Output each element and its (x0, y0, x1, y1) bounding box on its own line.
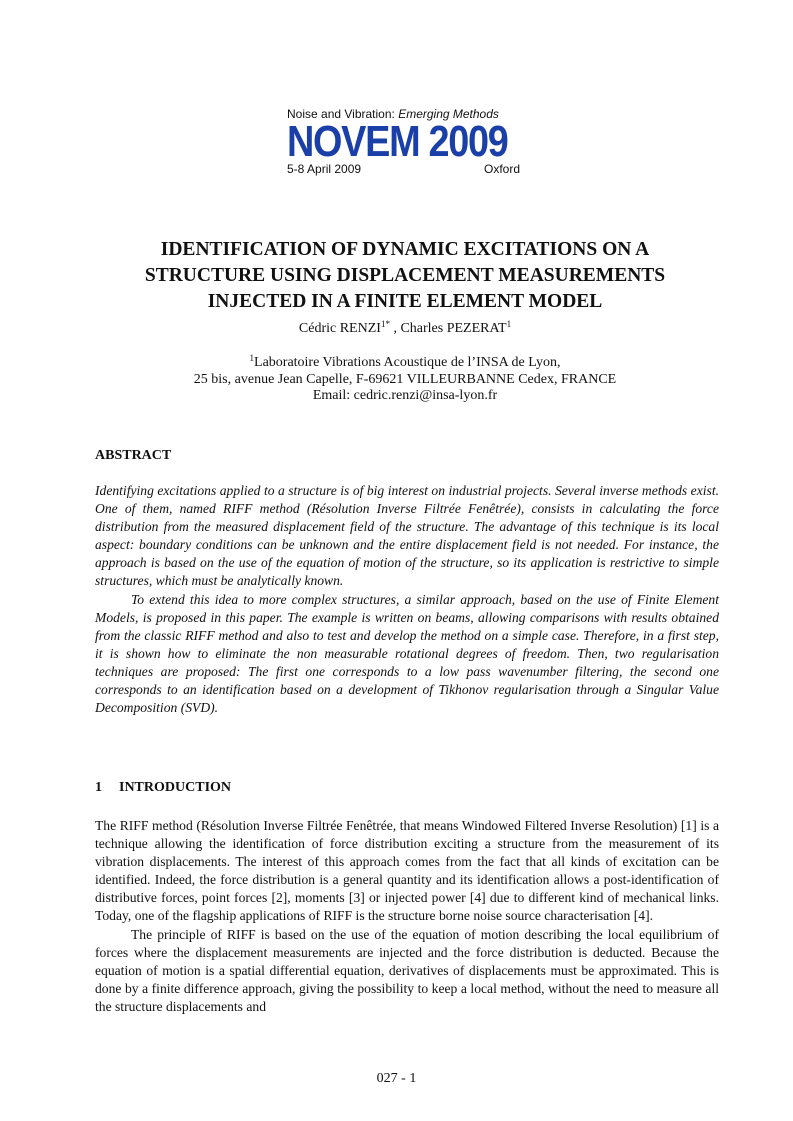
affiliation-line (95, 355, 715, 372)
section-title: INTRODUCTION (119, 780, 232, 795)
introduction-heading (95, 780, 231, 796)
body-paragraph: The RIFF method (Résolution Inverse Filtrée Fenêtrée, that means Windowed Filtered Inverse Resolution) [1] is a technique allowing the identification of force distribution exciting a structure from the measurement of its vibration displacements. The interest of this approach comes from the fact that all kinds of excitation can be identified. Indeed, the force distribution is a general quantity and its identification allows a post-identification of distributive forces, point forces [2], moments [3] or injected power [4] due to different kind of mechanical links. Today, one of the flagship applications of RIFF is the structure borne noise source characterisation [4]. (95, 818, 719, 924)
affiliation-email: Email: cedric.renzi@insa-lyon.fr (312, 388, 498, 403)
affiliation-mark: 1 (249, 353, 255, 363)
abstract-paragraph: Identifying excitations applied to a structure is of big interest on industrial projects. Several inverse methods exist. One of them, named RIFF method (Résolution Inverse Filtrée Fenêtrée), consists in calculating the force distribution from the measured displacement field of the structure. The advantage of this technique is its local aspect: boundary conditions can be unknown and the entire displacement field is not needed. For instance, the approach is based on the use of the equation of motion of the structure, so its application is restrictive to simple structures, which must be analytically known. (95, 483, 719, 589)
introduction-body (95, 817, 719, 1016)
conference-dates: 5-8 April 2009 (287, 162, 362, 176)
title-line: INJECTED IN A FINITE ELEMENT MODEL (207, 291, 603, 312)
affiliation-lab: Laboratoire Vibrations Acoustique de l’INSA de Lyon, (254, 355, 561, 370)
abstract-body (95, 482, 719, 717)
conference-logo: NOVEM 2009 (287, 117, 508, 166)
section-number: 1 (95, 780, 102, 795)
title-line: IDENTIFICATION OF DYNAMIC EXCITATIONS ON A (160, 239, 650, 260)
conference-header (287, 107, 527, 176)
title-line: STRUCTURE USING DISPLACEMENT MEASUREMENTS (144, 265, 666, 286)
author-affiliation-mark: 1* (380, 319, 390, 329)
author-name: Charles PEZERAT (400, 321, 507, 336)
author-name: Cédric RENZI (298, 321, 381, 336)
abstract-heading: ABSTRACT (95, 448, 172, 463)
abstract-paragraph: To extend this idea to more complex structures, a similar approach, based on the use of Finite Element Models, is proposed in this paper. The example is written on beams, allowing comparisons with results obtained from the classic RIFF method and also to test and develop the method on a simple case. Therefore, in a first step, it is shown how to eliminate the non measurable rotational degrees of freedom. Then, two regularisation techniques are proposed: The first one corresponds to a low pass wavenumber filtering, the second one corresponds to an identification based on a development of Tikhonov regularisation through a Singular Value Decomposition (SVD). (95, 591, 719, 716)
author-list (95, 320, 715, 338)
page-number: 027 - 1 (376, 1071, 417, 1086)
paper-title (95, 237, 715, 315)
series-prefix: Noise and Vibration: (287, 107, 399, 121)
body-paragraph: The principle of RIFF is based on the use of the equation of motion describing the local equilibrium of forces where the displacement measurements are injected and the force distribution is deducted. Because the equation of motion is a spatial differential equation, derivatives of displacements must be approximated. This is done by a finite difference approach, giving the possibility to keep a local method, without the need to measure all the structure displacements and (95, 926, 719, 1014)
affiliation-address: 25 bis, avenue Jean Capelle, F-69621 VILLEURBANNE Cedex, FRANCE (193, 371, 617, 387)
series-emphasis: Emerging Methods (398, 107, 499, 121)
affiliation (95, 355, 715, 405)
author-separator: , (389, 321, 401, 336)
author-affiliation-mark: 1 (506, 319, 512, 329)
conference-location: Oxford (483, 162, 520, 176)
